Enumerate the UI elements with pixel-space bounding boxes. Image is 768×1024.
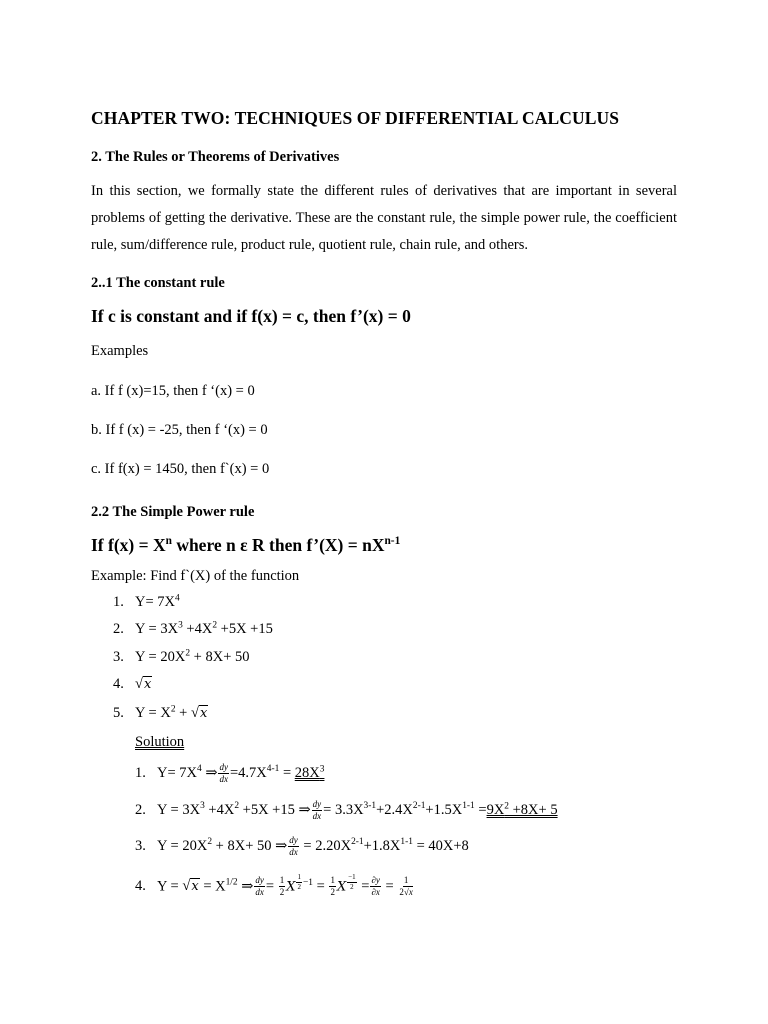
dy-dx-fraction: $\frac{dy}{dx}$ [255,875,264,898]
exercise-5: 5. $Y = X^2 + √x$ [113,704,208,721]
constant-rule-statement: If c is constant and if f(x) = c, then f’(x) = 0 [91,306,411,326]
exponent-fraction: $\frac{1}{2}$ [297,873,301,891]
exponent-fraction: −1 2 [348,873,356,891]
sqrt-symbol: √x [182,878,199,895]
solution-1: 1. $Y= 7X^4$ ⇒ $\frac{dy}{dx}$ $=4.7X^{4-1} = 28X^3$ [135,762,325,784]
chapter-title: CHAPTER TWO: TECHNIQUES OF DIFFERENTIAL CALCULUS [91,108,620,128]
example-prompt: Example: Find f`(X) of the function [91,568,300,584]
solution-4: 4. $Y = √x = X^{1/2}$ ⇒ $\frac{dy}{dx}$ = $\frac{1}{2}$ X $^{\frac{1}{2} -1}$ = $\frac{1}{2}$ X $^{\frac{-1}{2}}$ = $\frac{\partial y}{\partial x}$ = $\frac{1}{2√x}$ [135,873,413,898]
half-fraction: $\frac{1}{2}$ [279,875,285,898]
sqrt-symbol: √x [135,676,152,692]
examples-label: Examples [91,343,149,359]
partial-fraction: $\frac{\partial y}{\partial x}$ [371,875,380,898]
exercise-1: 1. $Y= 7X^4$ [113,593,180,610]
answer-2: $9X^2 +8X+ 5$ [486,801,558,818]
answer-1: $28X^3$ [294,764,325,781]
sqrt-symbol: √x [190,705,208,721]
constant-example-a: a. If f (x)=15, then f ‘(x) = 0 [91,383,255,399]
dy-dx-fraction: $\frac{dy}{dx}$ [219,762,228,784]
section-title: 2. The Rules or Theorems of Derivatives [91,149,340,165]
constant-rule-heading: 2..1 The constant rule [91,275,225,291]
exercise-3: 3. $Y = 20X^2 + 8X+ 50$ [113,648,250,665]
intro-paragraph: In this section, we formally state the different rules of derivatives that are important in several problems of getting the derivative. These are the constant rule, the simple power rule, the coefficient rule, sum/difference rule, product rule, quotient rule, chain rule, and others. [91,183,677,253]
constant-example-b: b. If f (x) = -25, then f ‘(x) = 0 [91,422,268,438]
dy-dx-fraction: $\frac{dy}{dx}$ [289,835,298,857]
dy-dx-fraction: $\frac{dy}{dx}$ [312,799,322,821]
result-fraction: $\frac{1}{2√x}$ [399,875,413,898]
solution-label: Solution [135,734,185,750]
power-rule-statement: If $f(x) = X^n$ where n ε R then f’(X) = $nX^{n-1}$ [91,535,401,555]
exercise-2: 2. $Y = 3X^3 +4X^2 +5X +15$ [113,620,273,637]
constant-example-c: c. If f(x) = 1450, then f`(x) = 0 [91,461,270,477]
power-rule-heading: 2.2 The Simple Power rule [91,504,255,520]
exercise-4: 4. √x [113,676,152,692]
solution-3: 3. $Y = 20X^2 + 8X+ 50$ ⇒ $\frac{dy}{dx}$ = $2.20X^{2-1}+1.8X^{1-1} = 40X+8$ [135,835,469,857]
solution-2: 2. $Y = 3X^3 +4X^2 +5X +15$ ⇒ $\frac{dy}{dx}$ = $3.3X^{3-1}+2.4X^{2-1}+1.5X^{1-1} =9X^2 +8X+ 5$ [135,799,558,821]
half-fraction: $\frac{1}{2}$ [330,875,335,898]
